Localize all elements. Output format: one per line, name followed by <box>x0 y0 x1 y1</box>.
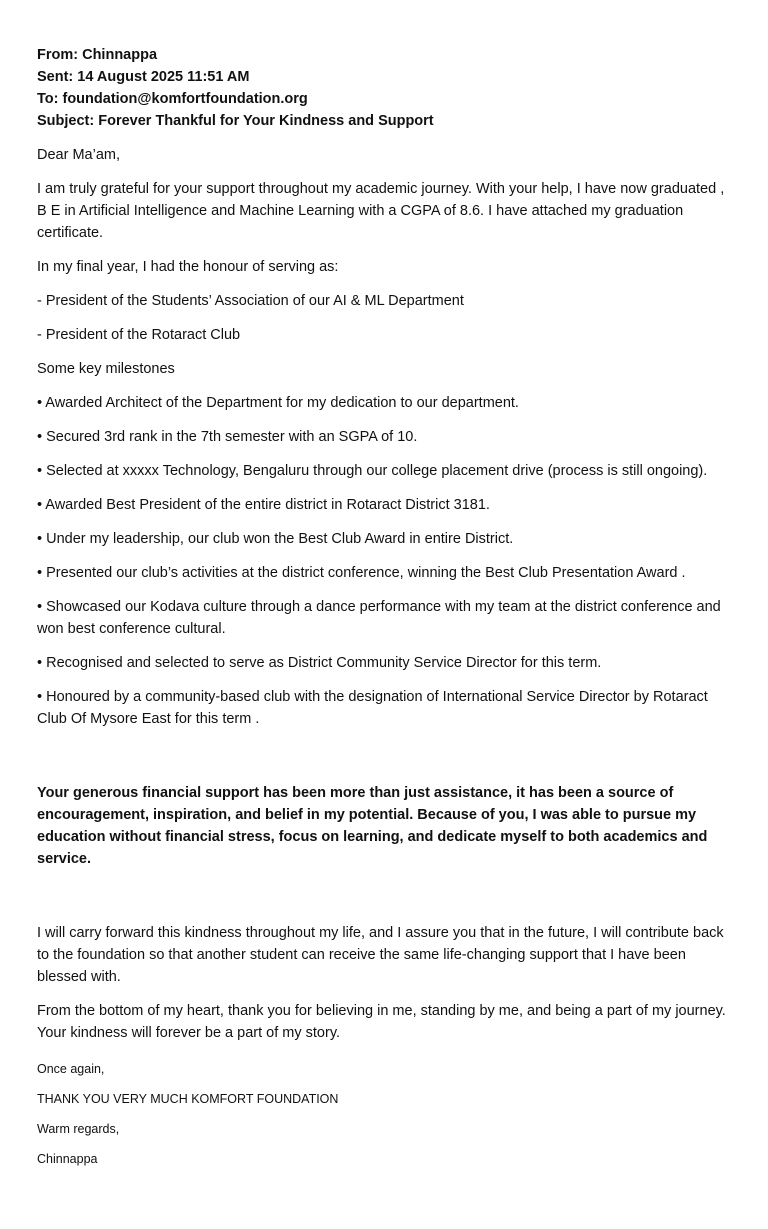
to-line: To: foundation@komfortfoundation.org <box>37 91 308 107</box>
once-again-line: Once again, <box>37 1062 105 1076</box>
thanks-line: THANK YOU VERY MUCH KOMFORT FOUNDATION <box>37 1092 339 1106</box>
heart-paragraph: From the bottom of my heart, thank you for believing in me, standing by me, and being a part of my journey. Your kindness will forever be a part of my story. <box>37 1003 726 1041</box>
list-item: • Awarded Architect of the Department for my dedication to our department. <box>37 395 519 411</box>
gratitude-paragraph: Your generous financial support has been more than just assistance, it has been a source of encouragement, inspiration, and belief in my potential. Because of you, I was able to pursue my education without financial stress, focus on learning, and dedicate myself to both academics and service. <box>37 785 708 867</box>
list-item: • Recognised and selected to serve as District Community Service Director for this term. <box>37 655 602 671</box>
list-item: • Secured 3rd rank in the 7th semester with an SGPA of 10. <box>37 429 418 445</box>
role-item: - President of the Rotaract Club <box>37 327 241 343</box>
sent-line: Sent: 14 August 2025 11:51 AM <box>37 69 250 85</box>
final-year-paragraph: In my final year, I had the honour of serving as: <box>37 259 339 275</box>
list-item: • Selected at xxxxx Technology, Bengaluru through our college placement drive (process is still ongoing). <box>37 463 708 479</box>
greeting: Dear Ma’am, <box>37 147 120 163</box>
list-item: • Presented our club’s activities at the district conference, winning the Best Club Presentation Award . <box>37 565 686 581</box>
email-document <box>37 44 727 1168</box>
role-item: - President of the Students’ Association of our AI & ML Department <box>37 293 464 309</box>
milestones-list <box>37 392 727 730</box>
list-item: • Under my leadership, our club won the Best Club Award in entire District. <box>37 531 514 547</box>
list-item: • Awarded Best President of the entire district in Rotaract District 3181. <box>37 497 490 513</box>
carry-forward-paragraph: I will carry forward this kindness throughout my life, and I assure you that in the future, I will contribute back to the foundation so that another student can receive the same life-changing support that I have been blessed with. <box>37 925 724 985</box>
subject-line: Subject: Forever Thankful for Your Kindness and Support <box>37 113 434 129</box>
list-item: • Honoured by a community-based club with the designation of International Service Director by Rotaract Club Of Mysore East for this term . <box>37 689 708 727</box>
from-line: From: Chinnappa <box>37 47 158 63</box>
milestones-heading: Some key milestones <box>37 361 175 377</box>
signature-name: Chinnappa <box>37 1152 98 1166</box>
list-item: • Showcased our Kodava culture through a dance performance with my team at the district conference and won best conference cultural. <box>37 599 721 637</box>
email-header <box>37 44 727 132</box>
intro-paragraph: I am truly grateful for your support throughout my academic journey. With your help, I have now graduated , B E in Artificial Intelligence and Machine Learning with a CGPA of 8.6. I have attached my graduation certificate. <box>37 181 725 241</box>
regards-line: Warm regards, <box>37 1122 120 1136</box>
email-closing <box>37 1060 727 1168</box>
